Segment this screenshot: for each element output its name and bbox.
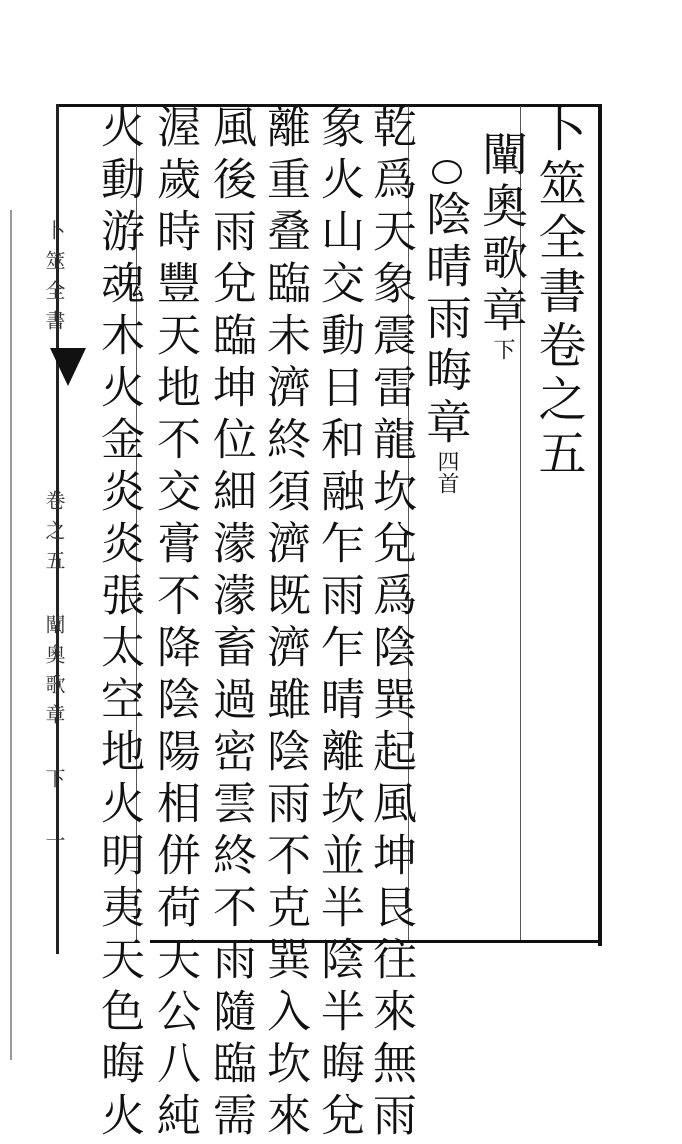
section-title-note: 下	[490, 338, 515, 360]
circle-marker-icon	[432, 160, 462, 184]
chapter-title-main: 陰晴雨晦章	[419, 190, 473, 450]
text-column: 乾爲天象震雷龍坎兌爲陰巽起風坤艮往來無雨	[365, 104, 416, 1144]
book-gutter	[0, 100, 66, 960]
gutter-book-title: 卜筮全書	[42, 220, 66, 340]
text-column: 象火山交動日和融乍雨乍晴離坎並半陰半晦兌	[313, 104, 364, 1144]
text-column: 離重叠臨未濟終須濟既濟雖陰雨不克巽入坎來	[259, 104, 310, 1144]
fishtail-mark-icon	[50, 348, 86, 386]
chapter-title	[418, 190, 474, 494]
text-column: 渥歲時豐天地不交膏不降陰陽相併荷天公八純	[149, 104, 200, 1144]
book-title: 卜筮全書卷之五	[530, 104, 586, 482]
gutter-section-title: 卷之五 闡奧歌章 下	[42, 490, 66, 798]
gutter-edge-line	[10, 210, 12, 1060]
frame-right-border	[598, 104, 602, 946]
gutter-page-mark: 一	[42, 830, 66, 860]
chapter-title-note: 四首	[434, 450, 459, 494]
text-column: 風後雨兌臨坤位細濛濛畜過密雲終不雨隨臨需	[205, 104, 256, 1144]
section-title-main: 闡奧歌章	[475, 130, 529, 338]
section-title	[474, 130, 530, 360]
text-column: 火動游魂木火金炎炎張太空地火明夷天色晦火	[93, 104, 144, 1144]
